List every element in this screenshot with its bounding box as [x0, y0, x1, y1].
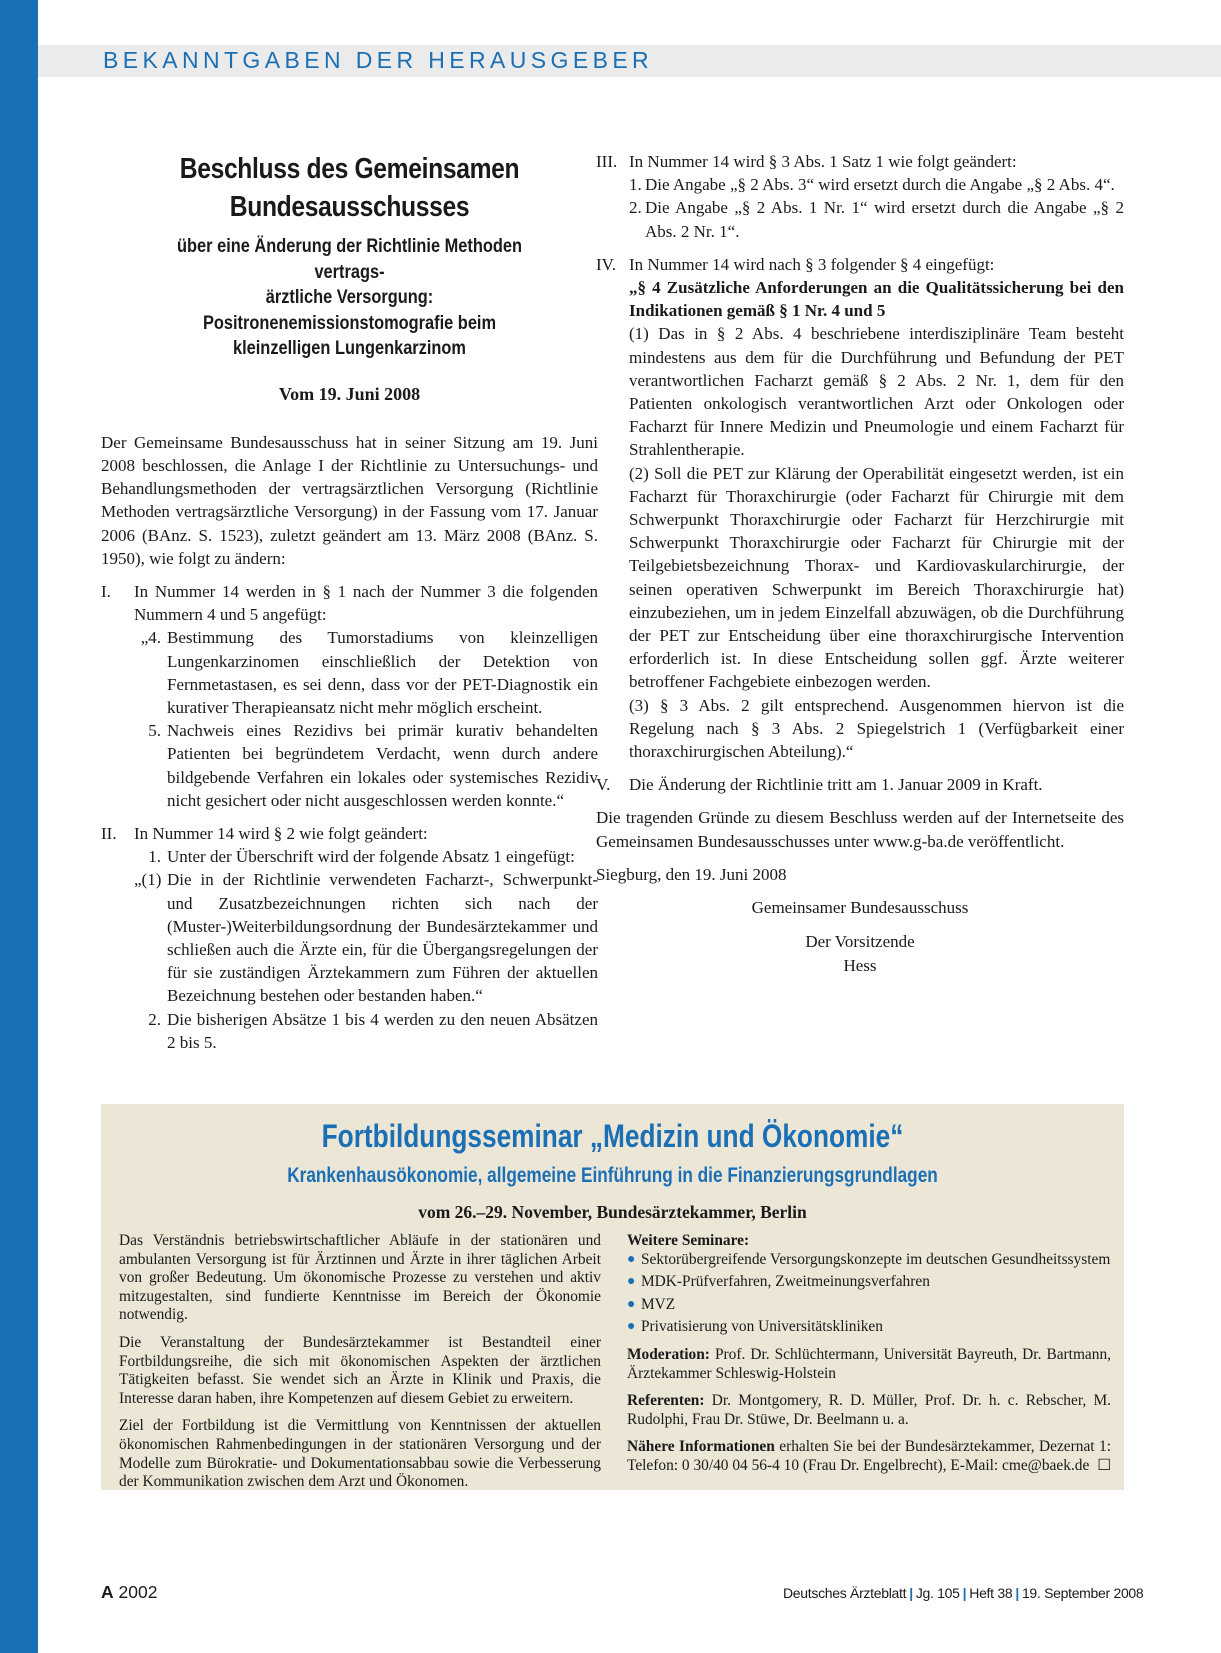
seminar-paragraph: Die Veranstaltung der Bundesärztekammer ist Bestandteil einer Fortbildungsreihe, die sich mit ökonomischen Aspekten der ärztlichen Tätigkeiten befasst. Sie wendet sich an Ärzte in Klinik und Praxis, die Interesse daran haben, ihre Kompetenzen auf diesem Gebiet zu erweitern. — [119, 1333, 601, 1407]
moderation: Moderation: Prof. Dr. Schlüchtermann, Universität Bayreuth, Dr. Bartmann, Ärztekammer Schleswig-Holstein — [627, 1345, 1111, 1382]
closing-paragraph: Die tragenden Gründe zu diesem Beschluss werden auf der Internetseite des Gemeinsamen Bundesausschusses unter www.g-ba.de veröffentlicht. — [596, 808, 1124, 851]
further-seminar-item: ● MVZ — [627, 1296, 1111, 1315]
section-iv-para: (2) Soll die PET zur Klärung der Operabilität eingesetzt werden, ist ein Facharzt für Thoraxchirurgie (oder Facharzt für Chirurgie mit dem Schwerpunkt Thoraxchirurgie oder Facharzt für Herzchirurgie mit Schwerpunkt Thoraxchirurgie oder Facharzt für Chirurgie mit der Teilgebietsbezeichnung Thorax- und Kardiovaskularchirurgie, der seinen operativen Schwerpunkt im Bereich Thoraxchirurgie hat) einzubeziehen, um in jedem Einzelfall abzuwägen, ob die Durchführung der PET zur Entscheidung über eine thoraxchirurgische Intervention erforderlich ist. In diese Entscheidung sollen ggf. Ärzte weiterer betroffener Fachgebiete einbezogen werden. — [629, 463, 1124, 692]
seminar-paragraph: Ziel der Fortbildung ist die Vermittlung von Kenntnissen der aktuellen ökonomischen Rahmenbedingungen in der stationären Versorgung und der Modelle zum Bürokratie- und Dokumentationsabbau sowie die Verbesserung der Kommunikation zwischen dem Arzt und Ökonomen. — [119, 1417, 601, 1491]
section-iv: IV. In Nummer 14 wird nach § 3 folgender § 4 eingefügt: „§ 4 Zusätzliche Anforderungen an die Qualitätssicherung bei den Indikationen gemäß § 1 Nr. 4 und 5 (1) Das in § 2 Abs. 4 beschriebene interdisziplinäre Team besteht mindestens aus dem für die Durchführung und Befundung der PET verantwortlichen Facharzt gemäß § 2 Abs. 2 Nr. 1, dem für den Patienten onkologisch verantwortlichen Arzt oder Onkologen oder Facharzt für Innere Medizin und Pneumologie und einem Facharzt für Strahlentherapie. (2) Soll die PET zur Klärung der Operabilität eingesetzt werden, ist ein Facharzt für Thoraxchirurgie (oder Facharzt für Chirurgie mit dem Schwerpunkt Thoraxchirurgie oder Facharzt für Herzchirurgie mit Schwerpunkt Thoraxchirurgie oder Facharzt für Chirurgie mit der Teilgebietsbezeichnung Thorax- und Kardiovaskularchirurgie, der seinen operativen Schwerpunkt im Bereich Thoraxchirurgie hat) einzubeziehen, um in jedem Einzelfall abzuwägen, ob die Durchführung der PET zur Entscheidung über eine thoraxchirurgische Intervention erforderlich ist. In diese Entscheidung sollen ggf. Ärzte weiterer betroffener Fachgebiete einbezogen werden. (3) § 3 Abs. 2 gilt entsprechend. Ausgenommen hiervon ist die Regelung nach § 3 Abs. 2 Spiegelstrich 1 (Verfügbarkeit einer thoraxchirurgischen Abteilung).“ — [596, 253, 1124, 763]
section-ii-item: 2. Die bisherigen Absätze 1 bis 4 werden zu den neuen Absätzen 2 bis 5. — [148, 1009, 598, 1052]
section-iii-item: 1. Die Angabe „§ 2 Abs. 3“ wird ersetzt durch die Angabe „§ 2 Abs. 4“. — [629, 175, 1115, 195]
journal-date: 19. September 2008 — [1021, 1585, 1144, 1601]
end-mark-icon: ☐ — [1097, 1456, 1111, 1474]
article-subtitle: über eine Änderung der Richtlinie Methoden vertrags- ärztliche Versorgung: Positronenemissionstomografie beim kleinzelligen Lungenkarzinom — [177, 235, 522, 359]
section-i-item: 5. Nachweis eines Rezidivs bei primär kurativ behandelten Patienten bei begründetem Verdacht, wenn durch andere bildgebende Verfahren ein lokales oder systemisches Rezidiv nicht gesichert oder nicht ausgeschlossen werden konnte.“ — [148, 721, 598, 810]
place-date: Siegburg, den 19. Juni 2008 — [596, 864, 787, 884]
referenten: Referenten: Dr. Montgomery, R. D. Müller, Prof. Dr. h. c. Rebscher, M. Rudolphi, Frau Dr. Stüwe, Dr. Beelmann u. a. — [627, 1392, 1111, 1428]
section-iii: III. In Nummer 14 wird § 3 Abs. 1 Satz 1 wie folgt geändert: 1. Die Angabe „§ 2 Abs. 3“ wird ersetzt durch die Angabe „§ 2 Abs. 4“. 2. Die Angabe „§ 2 Abs. 1 Nr. 1“ wird ersetzt durch die Angabe „§ 2 Abs. 2 Nr. 1“. — [596, 150, 1124, 243]
bullet-icon — [627, 1296, 641, 1315]
journal-info: Deutsches Ärzteblatt | Jg. 105 | Heft 38 | 19. September 2008 — [783, 1585, 1144, 1601]
signature-name: Hess — [843, 955, 877, 975]
section-i-item: „4. Bestimmung des Tumorstadiums von kleinzelligen Lungenkarzinomen einschließlich der Detektion von Fernmetastasen, es sei denn, dass vor der PET-Diagnostik ein kurativer Therapieansatz nicht mehr möglich erscheint. — [140, 628, 598, 717]
signature-title: Der Vorsitzende — [805, 932, 915, 952]
seminar-paragraph: Das Verständnis betriebswirtschaftlicher Abläufe in der stationären und ambulanten Versorgung ist für Ärztinnen und Ärzte in ihrer täglichen Arbeit von großer Bedeutung. Um ökonomische Prozesse zu verstehen und aktiv mitzugestalten, sind fundierte Kenntnisse im Bereich der Ökonomie notwendig. — [119, 1232, 601, 1324]
seminar-dateline: vom 26.–29. November, Bundesärztekammer, Berlin — [418, 1202, 807, 1222]
section-i: I. In Nummer 14 werden in § 1 nach der Nummer 3 die folgenden Nummern 4 und 5 angefügt: „4. Bestimmung des Tumorstadiums von kleinzelligen Lungenkarzinomen einschließlich der Detektion von Fernmetastasen, es sei denn, dass vor der PET-Diagnostik ein kurativer Therapieansatz nicht mehr möglich erscheint. 5. Nachweis eines Rezidivs bei primär kurativ behandelten Patienten bei begründetem Verdacht, wenn durch andere bildgebende Verfahren ein lokales oder systemisches Rezidiv nicht gesichert oder nicht ausgeschlossen werden konnte.“ — [101, 580, 598, 812]
further-seminar-item: ● Sektorübergreifende Versorgungskonzepte im deutschen Gesundheitssystem — [627, 1251, 1111, 1270]
further-info: Nähere Informationen erhalten Sie bei der Bundesärztekammer, Dezernat 1: Telefon: 0 30/40 04 56-4 10 (Frau Dr. Engelbrecht), E-Mail: cme@baek.de ☐ — [627, 1438, 1111, 1474]
section-ii-item: 1. Unter der Überschrift wird der folgende Absatz 1 eingefügt: — [148, 847, 575, 867]
further-seminar-item: ● Privatisierung von Universitätskliniken — [627, 1318, 1111, 1337]
signature-org: Gemeinsamer Bundesausschuss — [751, 898, 969, 918]
section-ii-item: „(1) Die in der Richtlinie verwendeten Facharzt-, Schwerpunkt- und Zusatzbezeichnungen richten sich nach der (Muster-)Weiterbildungsordnung der Bundesärztekammer und schließen auch die Ärzte ein, für die Übergangsregelungen der für sie zuständigen Ärztekammern zum Führen der aktuellen Bezeichnung bestehen oder bestanden haben.“ — [134, 870, 598, 1006]
seminar-title: Fortbildungsseminar „Medizin und Ökonomie“ — [321, 1118, 904, 1154]
left-accent-bar — [0, 0, 38, 1653]
section-iv-heading: „§ 4 Zusätzliche Anforderungen an die Qualitätssicherung bei den Indikationen gemäß § 1 Nr. 4 und 5 — [629, 278, 1124, 321]
seminar-details — [627, 1232, 1111, 1485]
right-column — [596, 150, 1124, 977]
bullet-icon — [627, 1251, 641, 1270]
section-iv-para: (1) Das in § 2 Abs. 4 beschriebene interdisziplinäre Team besteht mindestens aus dem für die Durchführung und Befundung der PET verantwortlichen Facharzt gemäß § 2 Abs. 2 Nr. 1, dem für den Patienten onkologisch verantwortlichen Arzt oder Onkologen oder Facharzt für Innere Medizin und Pneumologie und einem Facharzt für Strahlentherapie. — [629, 324, 1124, 460]
seminar-box — [101, 1104, 1124, 1490]
section-ii: II. In Nummer 14 wird § 2 wie folgt geändert: 1. Unter der Überschrift wird der folgende Absatz 1 eingefügt: „(1) Die in der Richtlinie verwendeten Facharzt-, Schwerpunkt- und Zusatzbezeichnungen richten sich nach der (Muster-)Weiterbildungsordnung der Bundesärztekammer und schließen auch die Ärzte ein, für die Übergangsregelungen der für sie zuständigen Ärztekammern zum Führen der aktuellen Bezeichnung bestehen oder bestanden haben.“ 2. Die bisherigen Absätze 1 bis 4 werden zu den neuen Absätzen 2 bis 5. — [101, 822, 598, 1054]
left-column — [101, 150, 598, 1054]
article-date: Vom 19. Juni 2008 — [278, 383, 421, 404]
bullet-icon — [627, 1273, 641, 1292]
section-iii-item: 2. Die Angabe „§ 2 Abs. 1 Nr. 1“ wird ersetzt durch die Angabe „§ 2 Abs. 2 Nr. 1“. — [629, 198, 1124, 241]
intro-paragraph: Der Gemeinsame Bundesausschuss hat in seiner Sitzung am 19. Juni 2008 beschlossen, die Anlage I der Richtlinie zu Untersuchungs- und Behandlungsmethoden der vertragsärztlichen Versorgung (Richtlinie Methoden vertragsärztliche Versorgung) in der Fassung vom 17. Januar 2006 (BAnz. S. 1523), zuletzt geändert am 13. März 2008 (BAnz. S. 1950), wie folgt zu ändern: — [101, 432, 598, 568]
section-iv-para: (3) § 3 Abs. 2 gilt entsprechend. Ausgenommen hiervon ist die Regelung nach § 3 Abs. 2 Spiegelstrich 1 (Verfügbarkeit einer thoraxchirurgischen Abteilung).“ — [629, 695, 1124, 762]
further-seminars-label: Weitere Seminare: — [627, 1232, 750, 1249]
bullet-icon — [627, 1318, 641, 1337]
seminar-subtitle: Krankenhausökonomie, allgemeine Einführung in die Finanzierungsgrundlagen — [287, 1164, 938, 1187]
journal-issue: Heft 38 — [969, 1585, 1013, 1601]
further-seminar-item: ● MDK-Prüfverfahren, Zweitmeinungsverfahren — [627, 1273, 1111, 1292]
journal-volume: Jg. 105 — [915, 1585, 960, 1601]
article-title: Beschluss des Gemeinsamen Bundesausschusses — [179, 153, 520, 223]
section-v: V. Die Änderung der Richtlinie tritt am 1. Januar 2009 in Kraft. — [596, 775, 1043, 795]
section-title: BEKANNTGABEN DER HERAUSGEBER — [103, 47, 654, 73]
journal-name: Deutsches Ärzteblatt — [783, 1585, 907, 1601]
seminar-description — [119, 1232, 601, 1501]
page-number: A 2002 — [101, 1582, 158, 1602]
